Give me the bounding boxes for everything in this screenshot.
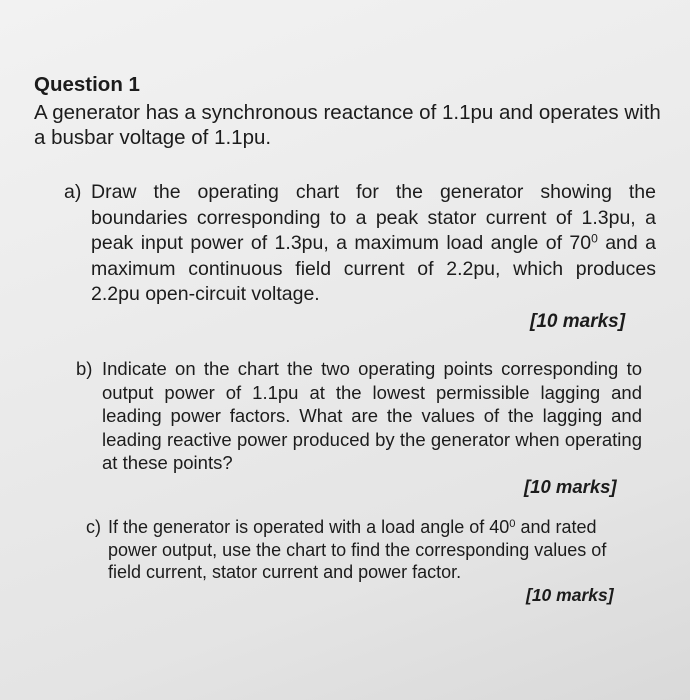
question-intro: A generator has a synchronous reactance of 1.1pu and operates with a busbar voltage of 1.1pu. [34, 101, 661, 149]
part-c-label: c) [86, 517, 101, 537]
degree-superscript: 0 [509, 517, 516, 530]
part-c [86, 516, 632, 584]
part-a-label: a) [64, 181, 82, 203]
part-a [64, 180, 656, 308]
degree-superscript: 0 [591, 231, 598, 246]
part-b-text: Indicate on the chart the two operating points corresponding to output power of 1.1pu at the lowest permissible lagging and leading power factors. What are the values of the lagging and leading reactive power produced by the generator when operating at these points? [102, 358, 642, 473]
part-b-label: b) [76, 358, 93, 379]
part-a-marks: [10 marks] [530, 311, 626, 332]
part-b-marks: [10 marks] [524, 476, 617, 497]
part-b [76, 357, 642, 475]
part-a-text: Draw the operating chart for the generator showing the boundaries corresponding to a peak stator current of 1.3pu, a peak input power of 1.3pu, a maximum load angle of $70^0$ and a maximum continuous field current of 2.2pu, which produces 2.2pu open-circuit voltage. [91, 181, 657, 305]
question-title: Question 1 [34, 73, 140, 96]
part-c-text: If the generator is operated with a load angle of $40^0$ and rated power output, use the chart to find the corresponding values of field current, stator current and power factor. [108, 517, 607, 582]
part-c-marks: [10 marks] [526, 585, 614, 605]
